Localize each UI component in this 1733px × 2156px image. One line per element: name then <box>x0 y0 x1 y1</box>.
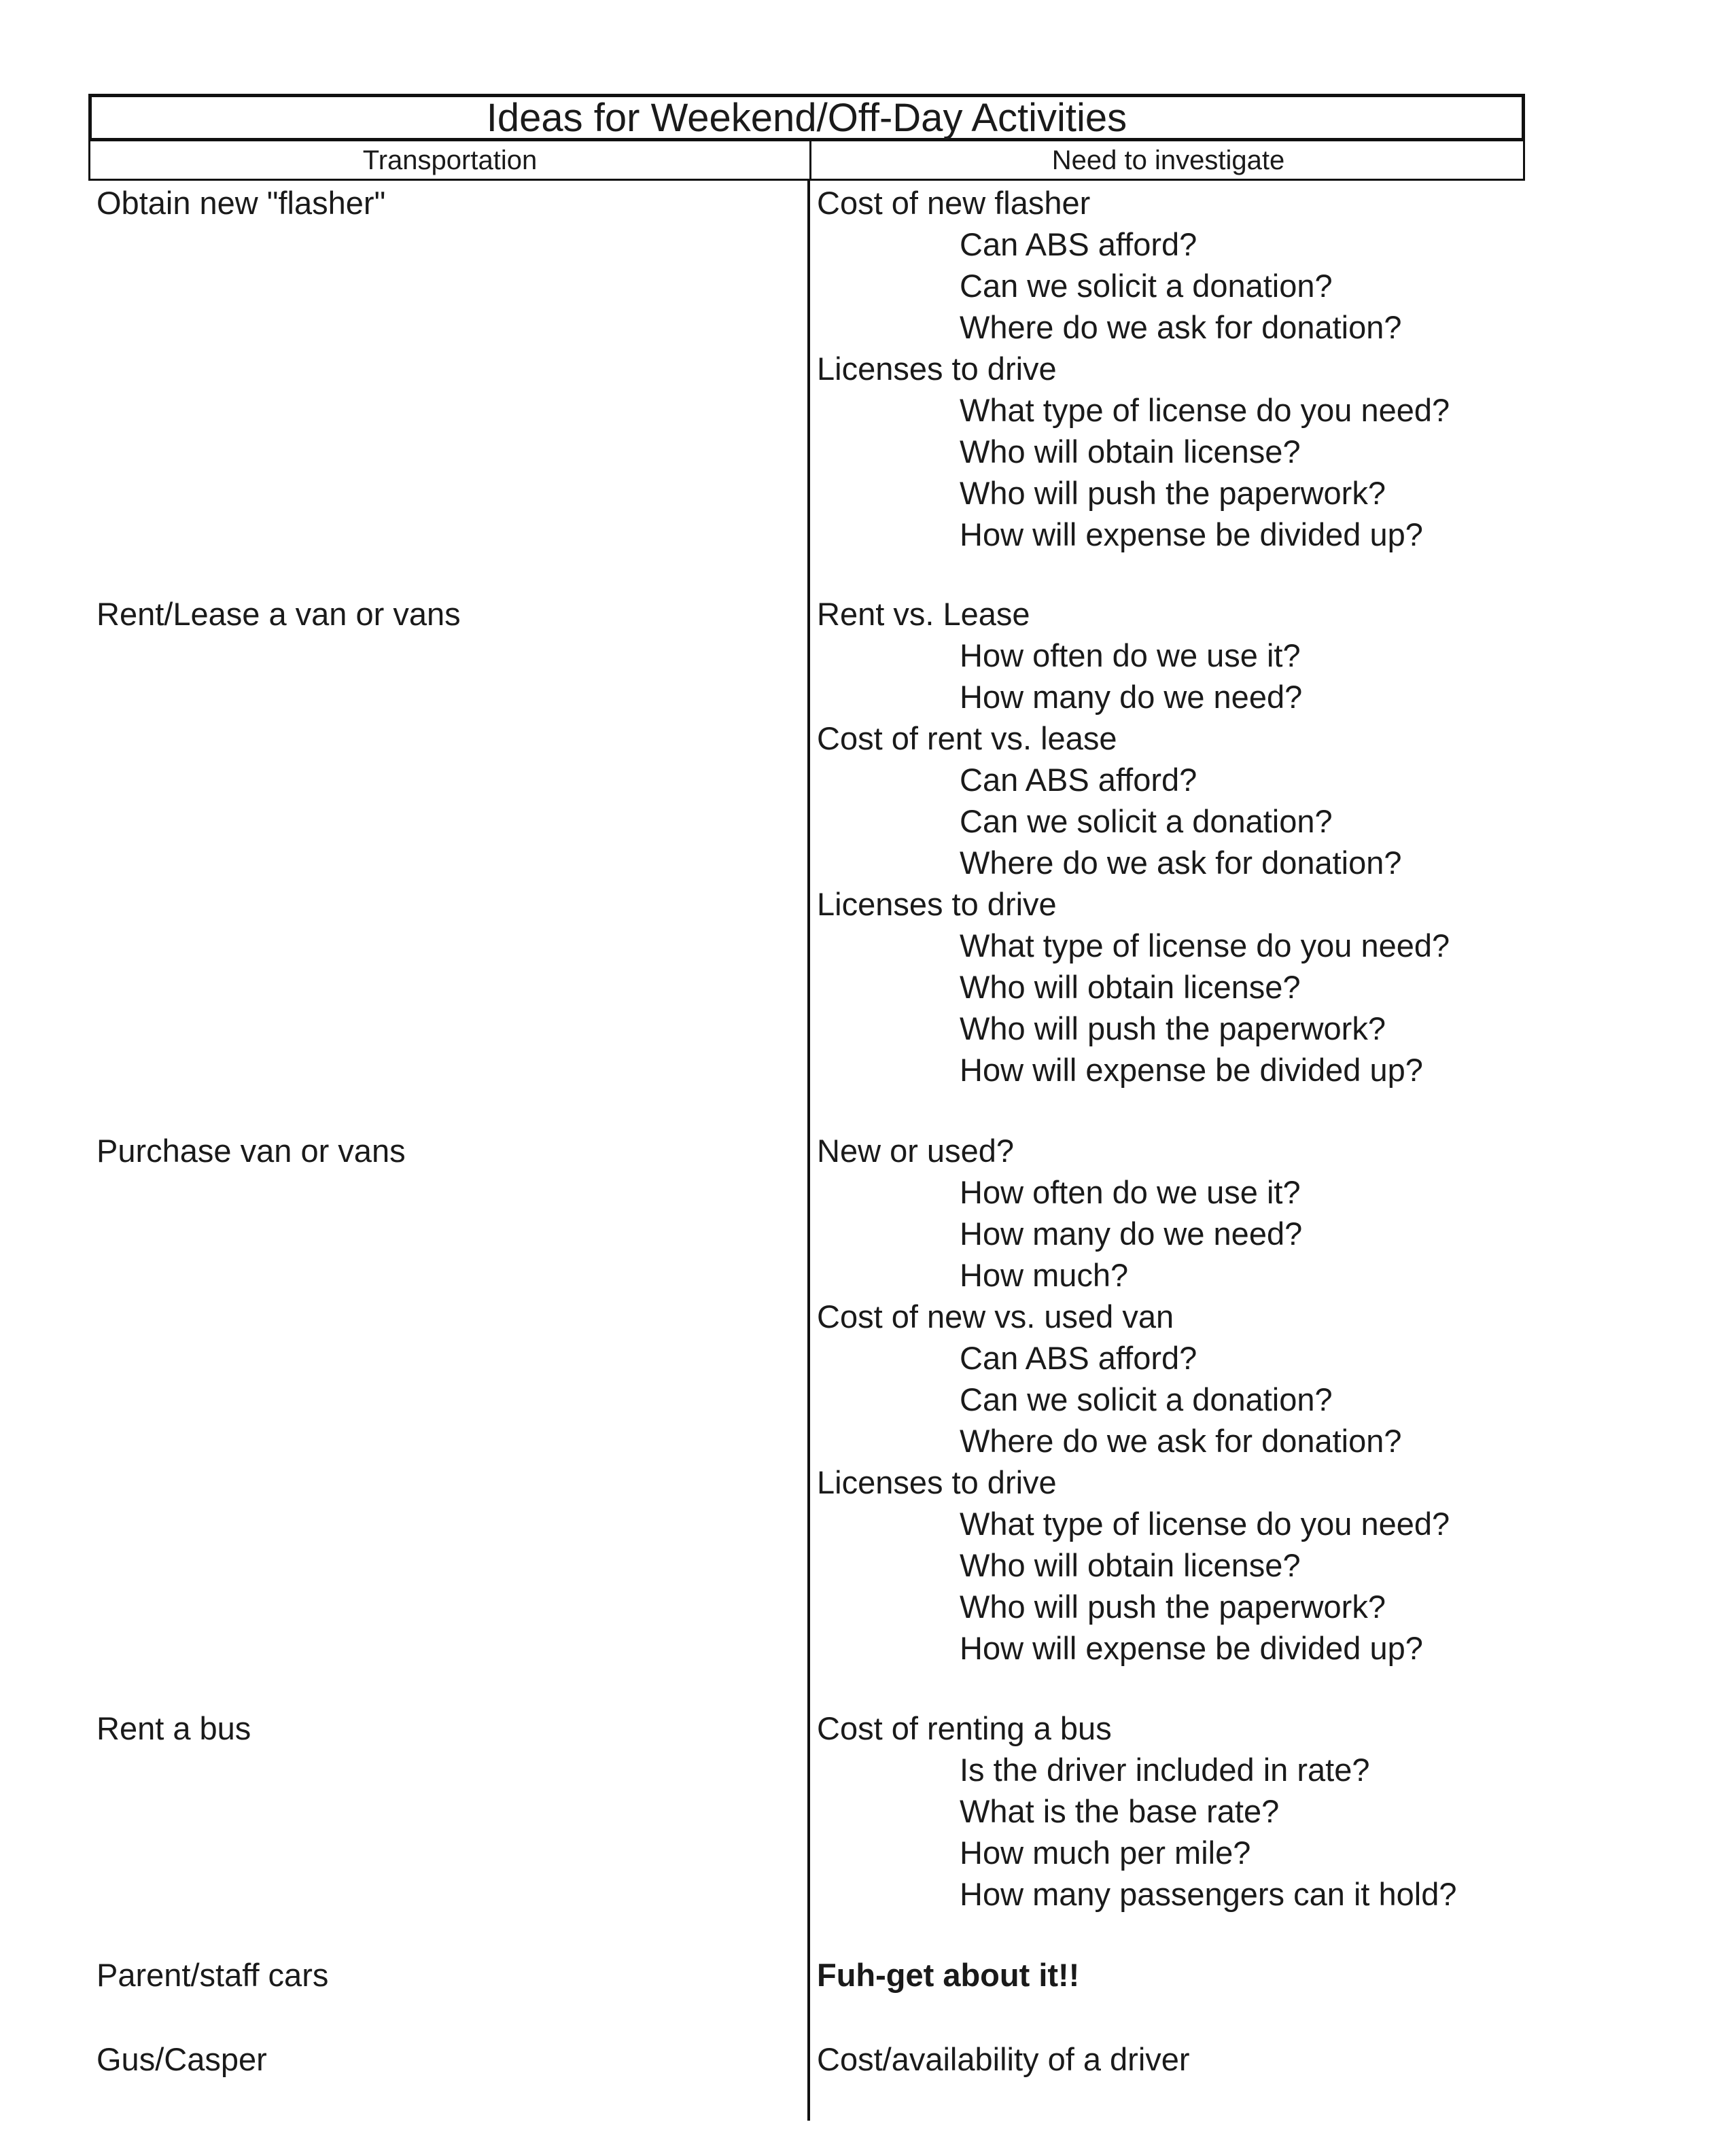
investigate-topic: Licenses to drive <box>817 351 1057 387</box>
transport-option: Parent/staff cars <box>97 1957 329 1993</box>
investigate-list <box>817 1130 1450 1669</box>
investigate-question: Where do we ask for donation? <box>960 309 1402 345</box>
investigate-topic: Cost of renting a bus <box>817 1710 1112 1746</box>
column-divider <box>807 181 810 2121</box>
investigate-topic: Rent vs. Lease <box>817 596 1030 632</box>
investigate-question: How many do we need? <box>960 1216 1303 1252</box>
investigate-question: What type of license do you need? <box>960 927 1450 964</box>
investigate-question: What type of license do you need? <box>960 392 1450 428</box>
document-title: Ideas for Weekend/Off-Day Activities <box>88 94 1525 141</box>
investigate-question: Who will obtain license? <box>960 969 1301 1005</box>
investigate-topic: Cost of new vs. used van <box>817 1298 1174 1335</box>
investigate-question: Is the driver included in rate? <box>960 1752 1370 1788</box>
investigate-question: How often do we use it? <box>960 637 1301 673</box>
investigate-question: How much per mile? <box>960 1835 1251 1871</box>
investigate-question: How will expense be divided up? <box>960 516 1423 552</box>
investigate-question: What is the base rate? <box>960 1793 1280 1829</box>
investigate-list <box>817 1708 1457 1915</box>
investigate-question: How often do we use it? <box>960 1174 1301 1210</box>
investigate-question: Can ABS afford? <box>960 226 1197 262</box>
investigate-question: Who will push the paperwork? <box>960 1010 1386 1046</box>
investigate-question: Who will push the paperwork? <box>960 475 1386 511</box>
investigate-topic: Licenses to drive <box>817 886 1057 922</box>
investigate-topic: Cost of new flasher <box>817 185 1091 221</box>
transport-option: Obtain new "flasher" <box>97 185 386 221</box>
investigate-list <box>817 182 1450 555</box>
investigate-question: How will expense be divided up? <box>960 1052 1423 1088</box>
investigate-question: Can ABS afford? <box>960 1340 1197 1376</box>
investigate-question: Can we solicit a donation? <box>960 803 1333 839</box>
investigate-question: How many do we need? <box>960 679 1303 715</box>
transport-option: Rent a bus <box>97 1710 251 1746</box>
column-header-need-to-investigate: Need to investigate <box>809 141 1525 179</box>
investigate-question: Where do we ask for donation? <box>960 1423 1402 1459</box>
investigate-question: How will expense be divided up? <box>960 1630 1423 1666</box>
column-header-transportation: Transportation <box>362 145 538 175</box>
investigate-list <box>817 2038 1190 2080</box>
transport-option: Rent/Lease a van or vans <box>97 596 461 632</box>
transport-option: Gus/Casper <box>97 2041 267 2077</box>
investigate-question: Can ABS afford? <box>960 762 1197 798</box>
investigate-question: Can we solicit a donation? <box>960 1381 1333 1417</box>
investigate-question: Who will obtain license? <box>960 1547 1301 1583</box>
investigate-question: How much? <box>960 1257 1129 1293</box>
investigate-list <box>817 593 1450 1091</box>
table-header <box>88 141 1525 181</box>
investigate-topic: Fuh-get about it!! <box>817 1957 1080 1993</box>
investigate-question: Where do we ask for donation? <box>960 845 1402 881</box>
investigate-question: What type of license do you need? <box>960 1506 1450 1542</box>
transport-option: Purchase van or vans <box>97 1133 406 1169</box>
investigate-question: Who will push the paperwork? <box>960 1589 1386 1625</box>
investigate-topic: Licenses to drive <box>817 1464 1057 1500</box>
investigate-topic: Cost/availability of a driver <box>817 2041 1190 2077</box>
investigate-list <box>817 1954 1079 1996</box>
investigate-topic: Cost of rent vs. lease <box>817 720 1117 756</box>
investigate-question: Who will obtain license? <box>960 434 1301 470</box>
investigate-question: How many passengers can it hold? <box>960 1876 1457 1912</box>
investigate-topic: New or used? <box>817 1133 1014 1169</box>
investigate-question: Can we solicit a donation? <box>960 268 1333 304</box>
